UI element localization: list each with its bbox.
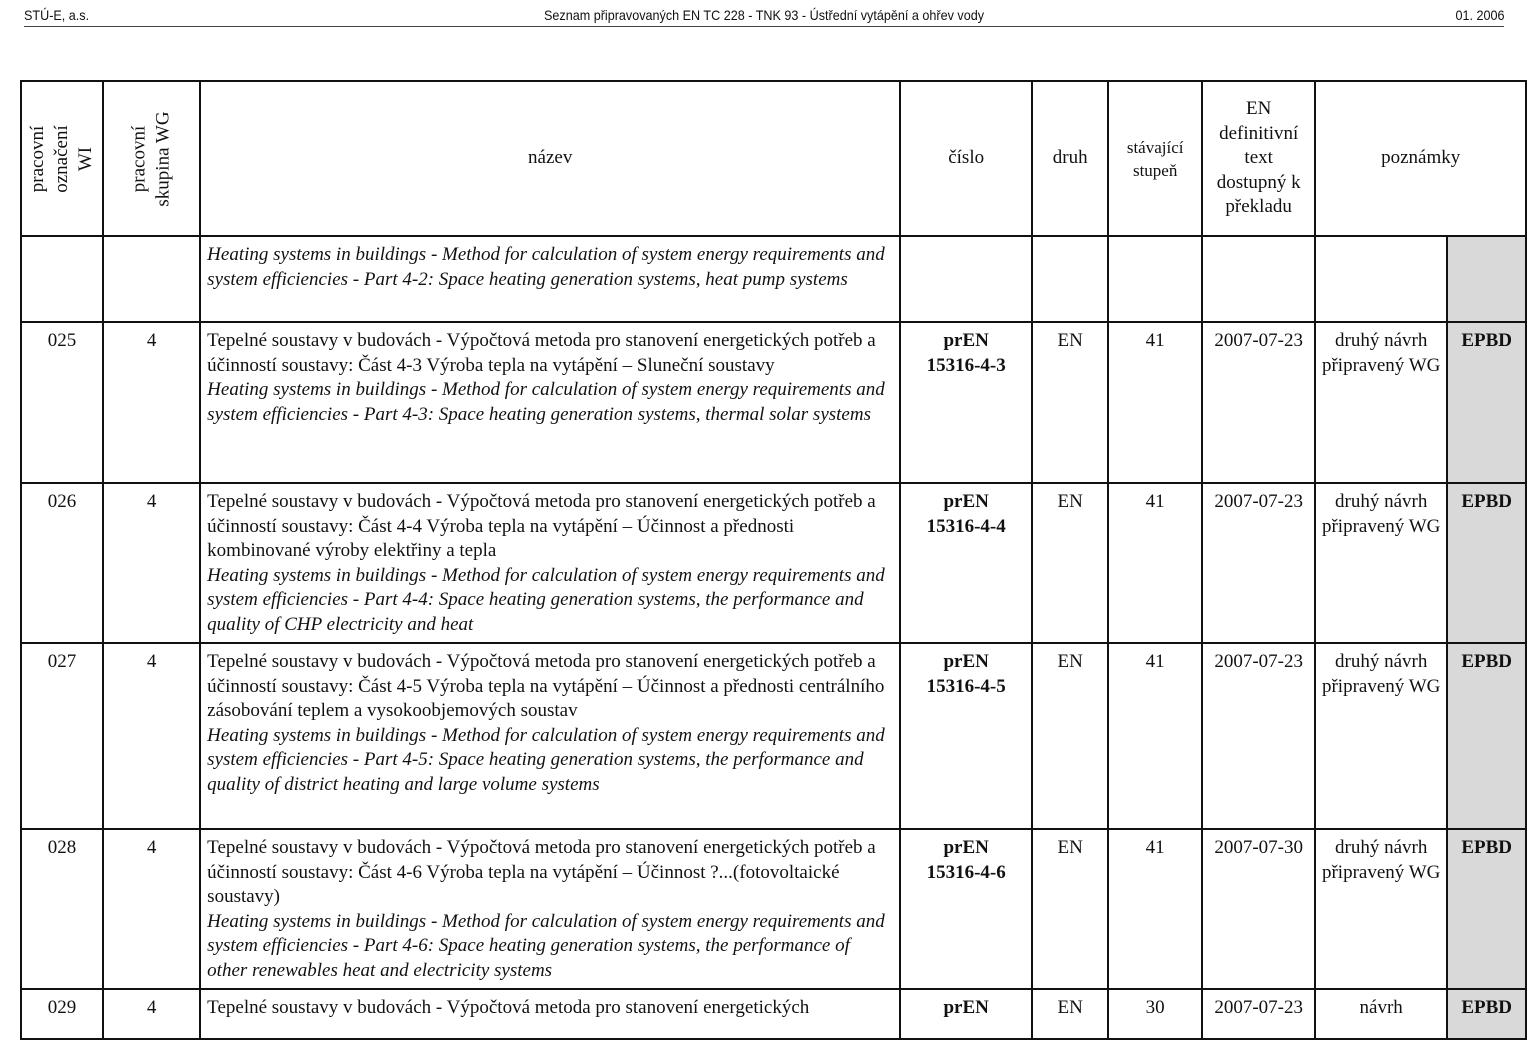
cell-epbd xyxy=(1447,236,1526,322)
cell-note: druhý návrh připravený WG xyxy=(1315,829,1447,989)
cell-date: 2007-07-30 xyxy=(1202,829,1315,989)
col-header-en-line3: text xyxy=(1244,147,1273,169)
cell-wi: 028 xyxy=(21,829,103,989)
title-czech: Tepelné soustavy v budovách - Výpočtová metoda pro stanovení energetických potřeb a účinností soustavy: Část 4-3 Výroba tepla na vytápění – Sluneční soustavy xyxy=(207,330,876,376)
cell-title xyxy=(200,236,900,322)
title-english: Heating systems in buildings - Method for calculation of system energy requirements and system efficiencies - Part 4-3: Space heating generation systems, thermal solar systems xyxy=(207,379,885,425)
header-title: Seznam připravovaných EN TC 228 - TNK 93 - Ústřední vytápění a ohřev vody xyxy=(543,7,985,23)
title-english: Heating systems in buildings - Method for calculation of system energy requirements and system efficiencies - Part 4-6: Space heating generation systems, the performance of other renewables heat and electricity systems xyxy=(207,910,885,981)
cislo-prefix: prEN xyxy=(943,330,989,351)
col-header-en-line5: překladu xyxy=(1225,196,1292,218)
col-header-wi-line2: označení xyxy=(50,124,72,193)
cell-title xyxy=(200,322,900,483)
title-english: Heating systems in buildings - Method for calculation of system energy requirements and system efficiencies - Part 4-2: Space heating generation systems, heat pump systems xyxy=(207,244,885,290)
cislo-number: 15316-4-4 xyxy=(926,515,1006,537)
page-header xyxy=(24,4,1504,27)
cell-wi: 027 xyxy=(21,643,103,829)
cell-note xyxy=(1315,236,1447,322)
cislo-prefix: prEN xyxy=(943,491,989,512)
title-czech: Tepelné soustavy v budovách - Výpočtová metoda pro stanovení energetických potřeb a účinností soustavy: Část 4-5 Výroba tepla na vytápění – Účinnost a přednosti centrálního zásobování teplem a vysokoobjemových soustav xyxy=(207,651,885,721)
col-header-nazev: název xyxy=(200,81,900,236)
cell-epbd: EPBD xyxy=(1447,829,1526,989)
table-row xyxy=(21,643,1526,829)
cell-wg: 4 xyxy=(103,322,200,483)
table-row xyxy=(21,322,1526,483)
cislo-number: 15316-4-6 xyxy=(926,861,1006,883)
cell-cislo xyxy=(900,643,1032,829)
cell-epbd: EPBD xyxy=(1447,483,1526,643)
cell-title xyxy=(200,989,900,1039)
cell-note: druhý návrh připravený WG xyxy=(1315,483,1447,643)
col-header-stupen-line2: stupeň xyxy=(1132,160,1178,180)
cell-stupen: 41 xyxy=(1108,829,1202,989)
col-header-stupen-line1: stávající xyxy=(1126,137,1184,157)
header-date: 01. 2006 xyxy=(1454,7,1504,23)
col-header-stupen xyxy=(1108,81,1202,236)
title-english: Heating systems in buildings - Method for calculation of system energy requirements and system efficiencies - Part 4-5: Space heating generation systems, the performance and quality of district heating and large volume systems xyxy=(207,724,885,795)
cell-druh: EN xyxy=(1032,483,1108,643)
title-czech: Tepelné soustavy v budovách - Výpočtová metoda pro stanovení energetických potřeb a účinností soustavy: Část 4-4 Výroba tepla na vytápění – Účinnost a přednosti kombinované výroby elektřiny a tepla xyxy=(207,491,876,561)
cell-note: druhý návrh připravený WG xyxy=(1315,643,1447,829)
col-header-en xyxy=(1202,81,1315,236)
standards-table xyxy=(20,80,1527,1040)
cell-cislo xyxy=(900,829,1032,989)
cell-wi: 026 xyxy=(21,483,103,643)
cell-wi: 029 xyxy=(21,989,103,1039)
col-header-poznamky: poznámky xyxy=(1315,81,1526,236)
col-header-en-line2: definitivní xyxy=(1219,122,1299,144)
cell-date: 2007-07-23 xyxy=(1202,483,1315,643)
table-row xyxy=(21,989,1526,1039)
col-header-wi xyxy=(21,81,103,236)
cell-cislo xyxy=(900,483,1032,643)
cislo-prefix: prEN xyxy=(943,651,989,672)
cell-epbd: EPBD xyxy=(1447,643,1526,829)
cell-stupen xyxy=(1108,236,1202,322)
cell-date: 2007-07-23 xyxy=(1202,643,1315,829)
cislo-prefix: prEN xyxy=(943,837,989,858)
cell-cislo xyxy=(900,236,1032,322)
cell-wg: 4 xyxy=(103,829,200,989)
col-header-wi-line1: pracovní xyxy=(26,125,48,192)
col-header-wg-line2: skupina WG xyxy=(152,110,174,207)
cell-date xyxy=(1202,236,1315,322)
header-company: STÚ-E, a.s. xyxy=(24,7,90,23)
cislo-number: 15316-4-5 xyxy=(926,675,1006,697)
col-header-en-line4: dostupný k xyxy=(1216,171,1301,193)
cell-title xyxy=(200,829,900,989)
cell-note: návrh xyxy=(1315,989,1447,1039)
cell-stupen: 30 xyxy=(1108,989,1202,1039)
cell-date: 2007-07-23 xyxy=(1202,322,1315,483)
cell-stupen: 41 xyxy=(1108,322,1202,483)
table-row xyxy=(21,483,1526,643)
table-header-row xyxy=(21,81,1526,236)
col-header-en-line1: EN xyxy=(1246,98,1272,120)
title-czech: Tepelné soustavy v budovách - Výpočtová metoda pro stanovení energetických xyxy=(207,997,810,1018)
cell-title xyxy=(200,643,900,829)
col-header-cislo: číslo xyxy=(900,81,1032,236)
cell-wg xyxy=(103,236,200,322)
cislo-number: 15316-4-3 xyxy=(926,354,1006,376)
table-row xyxy=(21,829,1526,989)
cell-druh: EN xyxy=(1032,643,1108,829)
cell-stupen: 41 xyxy=(1108,483,1202,643)
cislo-prefix: prEN xyxy=(943,997,989,1018)
title-english: Heating systems in buildings - Method for calculation of system energy requirements and system efficiencies - Part 4-4: Space heating generation systems, the performance and quality of CHP electricity and heat xyxy=(207,564,885,635)
col-header-wg xyxy=(103,81,200,236)
cell-wg: 4 xyxy=(103,989,200,1039)
col-header-druh: druh xyxy=(1032,81,1108,236)
cell-druh xyxy=(1032,236,1108,322)
cell-druh: EN xyxy=(1032,322,1108,483)
cell-note: druhý návrh připravený WG xyxy=(1315,322,1447,483)
cell-epbd: EPBD xyxy=(1447,322,1526,483)
cell-druh: EN xyxy=(1032,829,1108,989)
cell-cislo xyxy=(900,322,1032,483)
cell-date: 2007-07-23 xyxy=(1202,989,1315,1039)
cell-epbd: EPBD xyxy=(1447,989,1526,1039)
cell-title xyxy=(200,483,900,643)
cell-stupen: 41 xyxy=(1108,643,1202,829)
cell-druh: EN xyxy=(1032,989,1108,1039)
title-czech: Tepelné soustavy v budovách - Výpočtová metoda pro stanovení energetických potřeb a účinností soustavy: Část 4-6 Výroba tepla na vytápění – Účinnost ?...(fotovoltaické soustavy) xyxy=(207,837,876,907)
cell-wg: 4 xyxy=(103,483,200,643)
cell-wi: 025 xyxy=(21,322,103,483)
col-header-wg-line1: pracovní xyxy=(128,125,150,192)
cell-cislo xyxy=(900,989,1032,1039)
cell-wg: 4 xyxy=(103,643,200,829)
col-header-wi-line3: WI xyxy=(74,146,96,171)
cell-wi xyxy=(21,236,103,322)
table-row xyxy=(21,236,1526,322)
